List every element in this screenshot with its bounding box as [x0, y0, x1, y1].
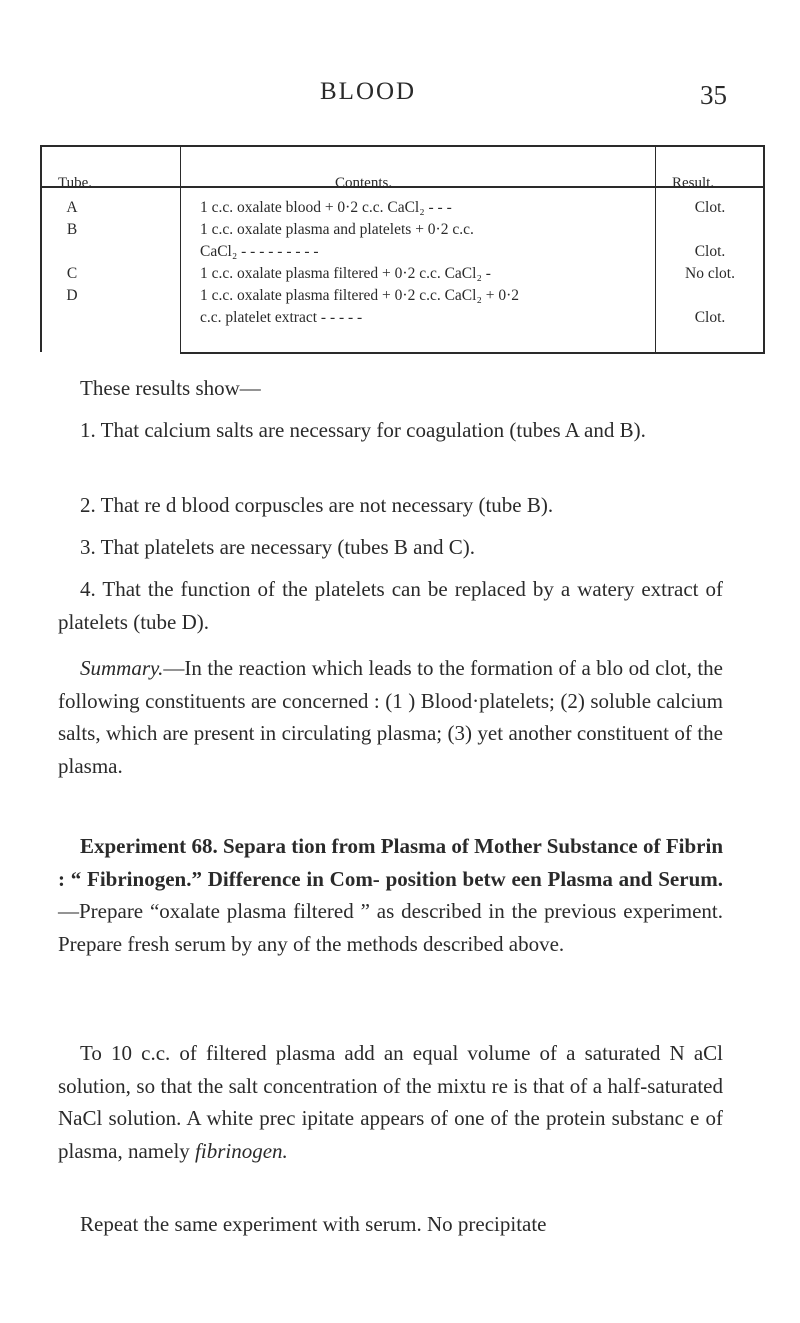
list-item-2: 2. That re d blood corpuscles are not necessary (tube B). — [80, 493, 554, 517]
contents-c: 1 c.c. oxalate plasma filtered + 0·2 c.c. CaCl₂ - — [200, 265, 491, 282]
list-item-1: 1. That calcium salts are necessary for coagulation (tubes A and B). — [80, 418, 646, 442]
contents-b-line2: CaCl₂ - - - - - - - - - — [200, 243, 319, 260]
list-item-3: 3. That platelets are necessary (tubes B and C). — [80, 535, 475, 559]
contents-b-line1: 1 c.c. oxalate plasma and platelets + 0·2 c.c. — [200, 221, 474, 238]
fibrinogen-term: fibrinogen. — [195, 1138, 288, 1163]
result-a: Clot. — [694, 199, 726, 216]
tube-b: B — [66, 221, 78, 238]
result-d: Clot. — [694, 309, 726, 326]
results-intro: These results show— — [80, 376, 261, 400]
result-b: Clot. — [694, 243, 726, 260]
list-item-4: 4. That the function of the platelets can be replaced by a watery extract of platelets (tube D). — [58, 577, 723, 634]
running-title: BLOOD — [320, 78, 417, 105]
table-bottom-rule — [180, 352, 765, 354]
summary-text: —In the reaction which leads to the formation of a blo od clot, the following constituents are concerned : (1 ) Blood·platelets; (2) soluble calcium salts, which are present in circulating plasma; (3) yet another constituent of the plasma. — [58, 656, 723, 778]
table-header-rule — [40, 186, 765, 188]
header-contents: Contents. — [335, 175, 393, 191]
running-head — [0, 78, 800, 118]
page-number: 35 — [700, 80, 727, 110]
summary-label: Summary. — [80, 656, 164, 680]
tube-a: A — [66, 199, 78, 216]
table-top-rule — [40, 145, 765, 147]
experiment-paragraph — [58, 830, 723, 960]
tube-d: D — [66, 287, 78, 304]
contents-d-line2: c.c. platelet extract - - - - - — [200, 309, 363, 326]
table-left-rule — [40, 147, 42, 352]
table-col-rule-1 — [180, 147, 181, 352]
precipitate-paragraph — [58, 1037, 723, 1167]
results-table — [40, 145, 765, 355]
contents-a: 1 c.c. oxalate blood + 0·2 c.c. CaCl₂ - - - — [200, 199, 452, 216]
tube-c: C — [66, 265, 78, 282]
summary-paragraph — [58, 652, 723, 782]
contents-d-line1: 1 c.c. oxalate plasma filtered + 0·2 c.c. CaCl₂ + 0·2 — [200, 287, 519, 304]
precipitate-text: To 10 c.c. of filtered plasma add an equal volume of a saturated N aCl solution, so that the salt concentration of the mixtu re is that of a half-saturated NaCl solution. A white prec ipitate appears of one of the protein substanc e of plasma, namely — [58, 1041, 723, 1163]
experiment-text: —Prepare “oxalate plasma filtered ” as described in the previous experiment. Prepare fresh serum by any of the methods described above. — [58, 899, 723, 956]
result-c: No clot. — [685, 265, 735, 282]
experiment-heading: Experiment 68. Separa tion from Plasma of Mother Substance of Fibrin : “ Fibrinogen.” Difference in Com- position betw een Plasma and Serum. — [58, 834, 723, 891]
header-result: Result. — [672, 175, 715, 191]
repeat-paragraph: Repeat the same experiment with serum. No precipitate — [80, 1212, 547, 1236]
header-tube: Tube. — [58, 175, 93, 191]
